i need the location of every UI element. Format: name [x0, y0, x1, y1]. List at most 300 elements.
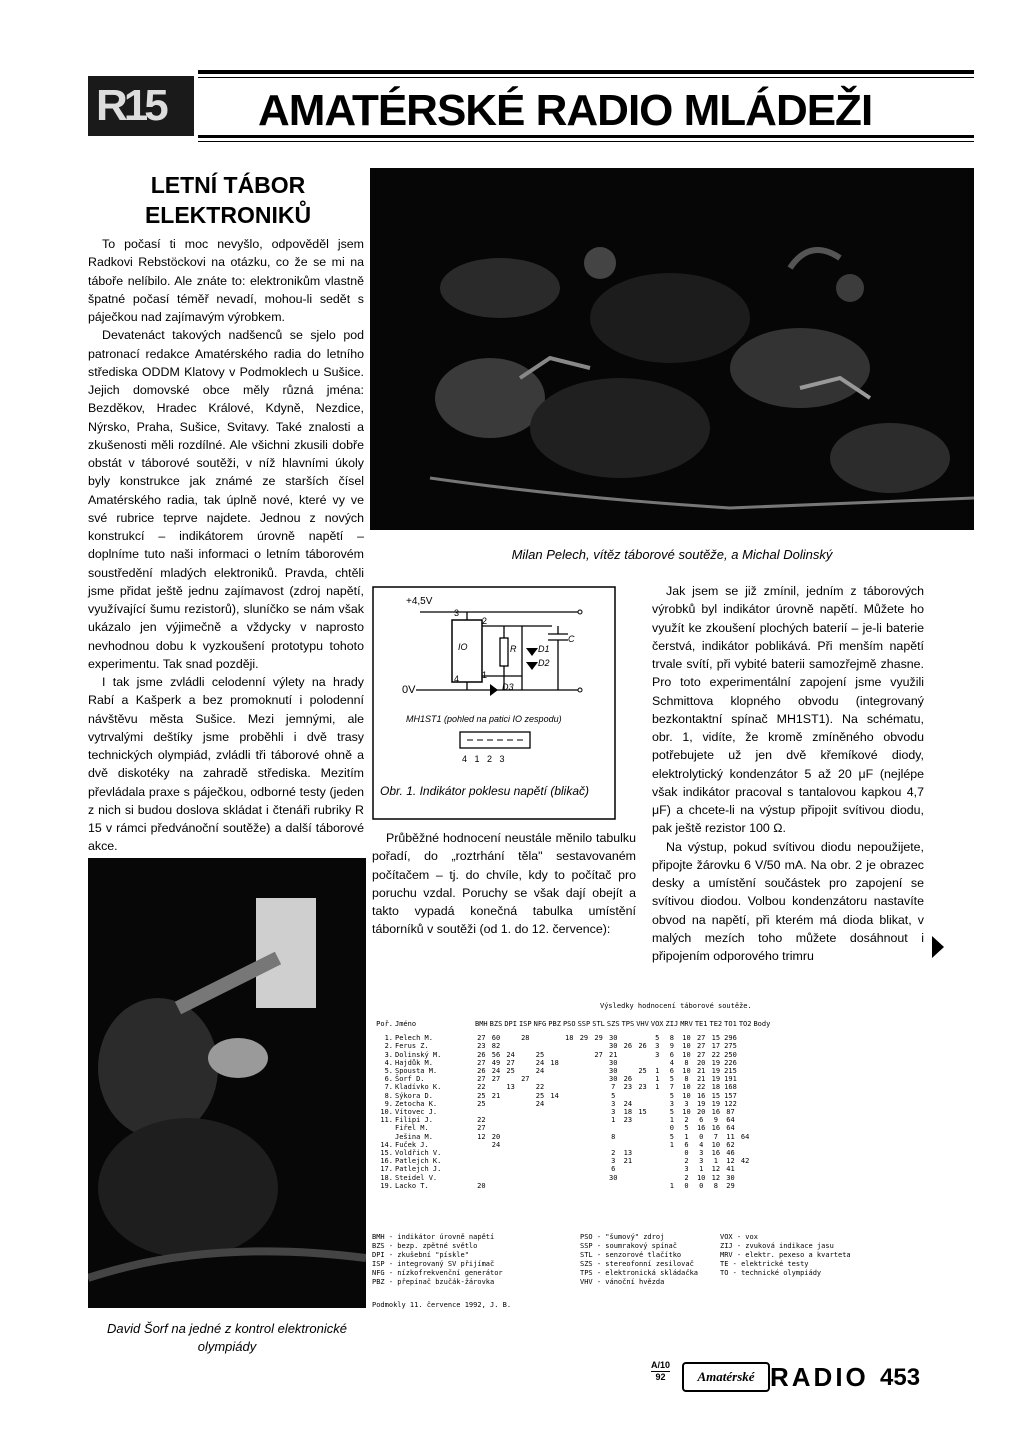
table-cell: 122 — [724, 1099, 737, 1108]
table-cell: Spousta M. — [395, 1067, 438, 1076]
paragraph: Průběžné hodnocení neustále měnilo tabulku pořadí, do „roztrhání těla" sestavovaném počítačem – tj. do chvíle, kdy to počítač pro poruchu vzdal. Poruchy se však dají obejít a takto vypadá konečná tabulka umístění táborníků v soutěži (od 1. do 12. července): — [372, 831, 636, 937]
table-cell — [577, 1116, 592, 1124]
table-cell: 1 — [669, 1116, 674, 1125]
table-cell: 0 — [669, 1124, 674, 1133]
table-cell — [489, 1100, 504, 1108]
table-cell — [591, 1141, 606, 1149]
table-cell: 3 — [655, 1042, 660, 1051]
r15-logo-text: R15 — [96, 81, 165, 130]
table-cell: Pelech M. — [395, 1034, 433, 1043]
table-cell — [577, 1092, 592, 1100]
table-cell — [650, 1092, 665, 1100]
table-cell: 87 — [726, 1108, 735, 1117]
table-row — [372, 1042, 771, 1050]
table-cell — [518, 1092, 533, 1100]
table-header-cell: TO2 — [738, 1020, 752, 1028]
table-cell: 12 — [477, 1132, 486, 1141]
table-cell — [503, 1075, 518, 1083]
table-cell — [474, 1141, 489, 1149]
table-cell — [562, 1059, 577, 1067]
table-cell: 1 — [669, 1181, 674, 1190]
table-cell: 22 — [711, 1050, 721, 1059]
left-column-text — [88, 235, 364, 856]
table-cell: Dolinský M. — [395, 1050, 442, 1059]
table-header-cell: BZS — [489, 1020, 503, 1028]
table-cell: 20 — [696, 1108, 706, 1117]
photo-olympiad-control-image — [88, 858, 366, 1308]
table-cell — [577, 1108, 592, 1116]
table-cell — [621, 1165, 636, 1173]
table-cell: 2 — [684, 1157, 689, 1166]
legend-item: TPS - elektronická skládačka — [580, 1269, 699, 1277]
table-cell — [562, 1157, 577, 1165]
table-row — [372, 1174, 771, 1182]
table-cell: 3. — [384, 1050, 393, 1059]
table-cell: 6 — [669, 1050, 674, 1059]
table-cell — [489, 1182, 504, 1190]
table-cell — [474, 1149, 489, 1157]
table-cell — [503, 1108, 518, 1116]
table-cell — [577, 1075, 592, 1083]
table-cell — [474, 1174, 489, 1182]
table-cell: 24 — [535, 1058, 545, 1067]
table-cell — [650, 1100, 665, 1108]
table-row — [372, 1149, 771, 1157]
table-cell: 8 — [611, 1132, 616, 1141]
table-cell: 8 — [713, 1181, 718, 1190]
table-cell — [547, 1034, 562, 1042]
table-cell — [650, 1116, 665, 1124]
table-cell — [533, 1133, 548, 1141]
table-cell: 15. — [380, 1149, 393, 1158]
table-cell: 3 — [684, 1165, 689, 1174]
table-cell — [577, 1174, 592, 1182]
table-cell — [591, 1157, 606, 1165]
legend-item: BZS - bezp. zpětné světlo — [372, 1242, 478, 1250]
table-cell: 12 — [711, 1173, 721, 1182]
table-cell: Fuček J. — [395, 1140, 429, 1149]
table-cell: 1 — [669, 1140, 674, 1149]
table-cell — [621, 1092, 636, 1100]
table-cell: 64 — [726, 1116, 735, 1125]
table-cell — [562, 1092, 577, 1100]
table-cell: 19 — [711, 1067, 721, 1076]
legend-item: NFG - nízkofrekvenční generátor — [372, 1269, 503, 1277]
table-cell — [533, 1075, 548, 1083]
photo1-caption: Milan Pelech, vítěz táborové soutěže, a Michal Dolinský — [511, 547, 833, 562]
table-cell: 25 — [506, 1067, 515, 1076]
table-cell — [489, 1108, 504, 1116]
table-cell — [562, 1051, 577, 1059]
table-cell — [577, 1157, 592, 1165]
table-cell — [577, 1165, 592, 1173]
legend-item: TE - elektrické testy — [720, 1260, 809, 1268]
table-cell: Voldřich V. — [395, 1149, 442, 1158]
table-header-cell: STL — [592, 1020, 605, 1028]
table-cell: 3 — [611, 1108, 616, 1117]
table-cell — [606, 1141, 621, 1149]
table-cell — [591, 1174, 606, 1182]
legend-item: BMH - indikátor úrovně napětí — [372, 1233, 495, 1241]
table-cell: 22 — [535, 1083, 545, 1092]
table-cell: 7 — [669, 1083, 674, 1092]
table-cell: 19 — [696, 1099, 706, 1108]
table-cell — [547, 1067, 562, 1075]
schematic-pin2: 2 — [482, 616, 488, 626]
table-cell — [518, 1059, 533, 1067]
table-cell: 0 — [684, 1149, 689, 1158]
table-cell: 226 — [724, 1058, 737, 1067]
table-cell: 27 — [594, 1050, 603, 1059]
table-cell — [650, 1182, 665, 1190]
table-cell: 21 — [609, 1050, 618, 1059]
table-cell: 10 — [711, 1140, 721, 1149]
table-header-cell: VHV — [636, 1020, 649, 1028]
table-cell: 7 — [611, 1083, 616, 1092]
table-cell — [650, 1157, 665, 1165]
table-cell: 5. — [384, 1067, 393, 1076]
table-cell: 3 — [611, 1099, 616, 1108]
table-cell: 5 — [655, 1034, 660, 1043]
table-cell — [591, 1133, 606, 1141]
table-cell — [635, 1051, 650, 1059]
table-cell: 10 — [682, 1083, 691, 1092]
table-cell: 5 — [611, 1091, 616, 1100]
table-cell: 26 — [623, 1075, 633, 1084]
table-cell: 30 — [609, 1173, 618, 1182]
table-cell — [562, 1141, 577, 1149]
table-cell — [533, 1174, 548, 1182]
table-cell — [577, 1133, 592, 1141]
table-cell: 5 — [684, 1124, 689, 1133]
table-cell — [533, 1108, 548, 1116]
table-cell: 13 — [623, 1149, 633, 1158]
table-cell: 24 — [506, 1050, 515, 1059]
table-header-cell: PSO — [562, 1020, 576, 1028]
table-cell — [474, 1165, 489, 1173]
table-cell — [650, 1141, 665, 1149]
table-cell: 3 — [699, 1157, 704, 1166]
table-cell: 21 — [696, 1075, 706, 1084]
table-cell — [533, 1149, 548, 1157]
table-cell — [533, 1124, 548, 1132]
table-cell: 27 — [506, 1058, 515, 1067]
table-cell: 16 — [696, 1091, 706, 1100]
table-cell: 3 — [669, 1099, 674, 1108]
table-cell: 30 — [609, 1058, 618, 1067]
table-cell: 64 — [726, 1124, 735, 1133]
table-cell: 6 — [699, 1116, 704, 1125]
table-cell — [562, 1182, 577, 1190]
table-cell — [591, 1075, 606, 1083]
table-header-cell: VOX — [650, 1020, 664, 1028]
table-cell — [621, 1124, 636, 1132]
table-cell: 27 — [477, 1034, 486, 1043]
table-cell: 21 — [491, 1091, 501, 1100]
legend-item: DPI - zkušební "pískle" — [372, 1251, 469, 1259]
legend-item: TO - technické olympiády — [720, 1269, 822, 1277]
table-cell: 23 — [477, 1042, 486, 1051]
table-cell — [650, 1133, 665, 1141]
table-header-cell: SSP — [577, 1020, 591, 1028]
table-cell: Patlejch K. — [395, 1157, 442, 1166]
table-cell — [635, 1075, 650, 1083]
table-cell: 8 — [684, 1075, 689, 1084]
table-cell — [577, 1059, 592, 1067]
table-row — [372, 1157, 771, 1165]
table-row — [372, 1075, 771, 1083]
legend-item: VOX - vox — [720, 1233, 758, 1241]
table-cell — [591, 1124, 606, 1132]
table-cell: 2. — [384, 1042, 393, 1051]
table-cell — [591, 1108, 606, 1116]
schematic-pin4: 4 — [454, 674, 460, 684]
place-date: Podmokly 11. července 1992, J. B. — [372, 1301, 512, 1309]
table-cell — [489, 1083, 504, 1091]
schematic-pin1: 1 — [482, 670, 488, 680]
table-cell: 15 — [638, 1108, 647, 1117]
table-header-cell: BMH — [475, 1020, 488, 1028]
table-cell: 25 — [535, 1091, 545, 1100]
table-cell — [562, 1042, 577, 1050]
schematic-d1-label: D1 — [538, 644, 550, 654]
table-cell: 8 — [684, 1058, 689, 1067]
table-cell: 168 — [724, 1083, 737, 1092]
table-cell: 29 — [579, 1034, 589, 1043]
legend-item: VHV - vánoční hvězda — [580, 1278, 665, 1286]
table-cell — [577, 1100, 592, 1108]
table-cell — [518, 1042, 533, 1050]
table-cell — [503, 1034, 518, 1042]
table-header-cell: PBZ — [548, 1020, 561, 1028]
table-cell — [591, 1149, 606, 1157]
table-cell: 49 — [491, 1058, 501, 1067]
table-cell — [621, 1051, 636, 1059]
table-cell — [518, 1051, 533, 1059]
table-cell: 26 — [623, 1042, 633, 1051]
table-cell — [503, 1182, 518, 1190]
table-cell — [635, 1165, 650, 1173]
table-cell — [518, 1149, 533, 1157]
table-cell — [650, 1059, 665, 1067]
table-cell: 2 — [684, 1116, 689, 1125]
table-header-cell: Body — [753, 1020, 771, 1028]
table-cell: 23 — [623, 1116, 633, 1125]
table-cell: 27 — [477, 1058, 486, 1067]
article-title-line2: ELEKTRONIKŮ — [144, 202, 312, 228]
table-cell — [591, 1059, 606, 1067]
r15-logo — [88, 76, 194, 136]
header-rule-top — [198, 70, 974, 74]
table-cell: 15 — [711, 1034, 721, 1043]
table-cell — [503, 1092, 518, 1100]
table-cell: Ferus Z. — [395, 1042, 429, 1051]
legend-column-1 — [372, 1233, 503, 1287]
table-cell: 9 — [669, 1042, 674, 1051]
table-cell: 29 — [594, 1034, 603, 1043]
table-cell — [621, 1067, 636, 1075]
table-cell: 56 — [491, 1050, 501, 1059]
table-cell — [489, 1149, 504, 1157]
table-cell: 5 — [669, 1132, 674, 1141]
schematic-pin3: 3 — [454, 608, 460, 618]
table-cell: 10. — [380, 1108, 393, 1117]
table-row — [372, 1100, 771, 1108]
table-cell — [562, 1174, 577, 1182]
schematic-ic-label: IO — [458, 642, 468, 652]
table-cell — [518, 1067, 533, 1075]
table-cell — [547, 1182, 562, 1190]
table-cell — [665, 1149, 680, 1157]
table-cell — [635, 1059, 650, 1067]
table-cell: Kladívko K. — [395, 1083, 442, 1092]
paragraph: I tak jsme zvládli celodenní výlety na hrady Rabí a Kašperk a bez promoknutí i polodenní návštěvu města Sušice. Mezi jemnými, ale vytrvalými deštíky jsme proběhli i dvě trasy technických olympiád, zvládli tři táborové ohně a dvě diskotéky na zahradě střediska. Mezitím převládala praxe s páječkou, odborné testy (jeden z nich si budou doslova skládat i čtenáři rubriky R 15 v rámci předvánoční soutěže) a další táborové akce. — [88, 675, 364, 854]
table-cell: Šorf D. — [395, 1075, 425, 1084]
table-cell — [635, 1116, 650, 1124]
table-cell: 30 — [726, 1173, 735, 1182]
legend-item: SZS - stereofonní zesilovač — [580, 1260, 694, 1268]
table-cell: 11 — [726, 1132, 735, 1141]
table-row — [372, 1083, 771, 1091]
table-cell: 10 — [682, 1108, 691, 1117]
table-header-row — [372, 1020, 771, 1034]
table-cell: 30 — [609, 1075, 618, 1084]
table-header-cell: Poř. — [376, 1020, 393, 1028]
table-header-cell: DPI — [504, 1020, 517, 1028]
table-cell — [547, 1165, 562, 1173]
table-cell: 6 — [669, 1067, 674, 1076]
table-cell: 1 — [655, 1083, 660, 1092]
table-cell: 10 — [696, 1173, 706, 1182]
table-cell — [650, 1174, 665, 1182]
table-cell — [635, 1182, 650, 1190]
table-cell — [533, 1157, 548, 1165]
results-table-title: Výsledky hodnocení táborové soutěže. — [600, 1002, 752, 1010]
paragraph: Jak jsem se již zmínil, jedním z táborových výrobků byl indikátor úrovně napětí. Můžete ho využít ke zkoušení plochých baterií – je-li baterie čerstvá, indikátor poblikává. Při menším napětí trvale svítí, při vybité baterii samozřejmě zhasne. Pro toto experimentální zapojení jsme využili Schmittova klopného obvodu (integrovaný bezkontaktní spínač MH1ST1). Na schématu, obr. 1, vidíte, že kromě zmíněného obvodu potřebujete už jen dvě křemíkové diody, elektrolytický kondenzátor 5 až 20 μF (nejlépe však indikátor pracoval s tantalovou kapkou 4,7 μF) a chcete-li na výstup připojit svítivou diodu, pak ještě rezistor 100 Ω. — [652, 584, 924, 836]
table-cell — [547, 1174, 562, 1182]
table-cell: 24 — [491, 1140, 501, 1149]
table-header-cell: TE1 — [694, 1020, 708, 1028]
photo-olympiad-control — [88, 858, 366, 1308]
table-cell — [547, 1149, 562, 1157]
table-cell: 5 — [669, 1108, 674, 1117]
table-cell — [547, 1051, 562, 1059]
table-cell — [562, 1067, 577, 1075]
table-cell: 10 — [682, 1042, 691, 1051]
table-cell — [547, 1116, 562, 1124]
table-cell — [518, 1100, 533, 1108]
table-cell: 3 — [611, 1157, 616, 1166]
table-cell — [591, 1067, 606, 1075]
table-header-cell: TO1 — [724, 1020, 737, 1028]
table-cell — [547, 1100, 562, 1108]
table-cell — [489, 1116, 504, 1124]
photo2-caption-line1: David Šorf na jedné z kontrol elektronické — [107, 1321, 347, 1336]
table-cell: 27 — [491, 1075, 501, 1084]
table-cell: 17. — [380, 1165, 393, 1174]
legend-item: ISP - integrovaný SV přijímač — [372, 1260, 495, 1268]
table-cell: 4 — [699, 1140, 704, 1149]
legend-item: PSO - "šumový" zdroj — [580, 1233, 665, 1241]
table-cell — [372, 1124, 394, 1132]
table-cell: 3 — [655, 1050, 660, 1059]
table-cell: 0 — [684, 1181, 689, 1190]
photo-camp-participants — [370, 168, 974, 530]
table-cell: 62 — [726, 1140, 735, 1149]
table-cell — [591, 1083, 606, 1091]
table-cell — [562, 1100, 577, 1108]
table-cell — [635, 1034, 650, 1042]
table-cell: 26 — [638, 1042, 647, 1051]
table-row — [372, 1108, 771, 1116]
table-cell: 29 — [726, 1181, 735, 1190]
table-cell: 19. — [380, 1181, 393, 1190]
table-row — [372, 1182, 771, 1190]
table-cell: 275 — [724, 1042, 737, 1051]
table-cell: 9. — [384, 1099, 393, 1108]
table-cell — [562, 1149, 577, 1157]
issue-bottom: 92 — [655, 1372, 666, 1382]
table-header-cell: NFG — [533, 1020, 547, 1028]
table-cell: 16. — [380, 1157, 393, 1166]
photo-camp-participants-image — [370, 168, 974, 530]
table-row — [372, 1034, 771, 1042]
table-cell: 1 — [713, 1157, 718, 1166]
table-cell — [503, 1149, 518, 1157]
table-cell — [503, 1042, 518, 1050]
table-cell: 28 — [521, 1034, 530, 1043]
table-cell: 1 — [611, 1116, 616, 1125]
table-cell — [577, 1141, 592, 1149]
legend-item: SSP - soumrakový spínač — [580, 1242, 677, 1250]
table-cell: 157 — [724, 1091, 737, 1100]
table-cell — [562, 1108, 577, 1116]
table-cell — [503, 1116, 518, 1124]
table-cell: 42 — [740, 1157, 750, 1166]
table-cell — [474, 1108, 489, 1116]
table-cell: 25 — [638, 1067, 647, 1076]
table-cell — [547, 1124, 562, 1132]
table-cell — [591, 1165, 606, 1173]
table-cell: 215 — [724, 1067, 737, 1076]
header-rule-bottom-thin — [198, 141, 974, 142]
table-cell: 19 — [711, 1075, 721, 1084]
table-cell — [650, 1165, 665, 1173]
table-cell — [503, 1165, 518, 1173]
table-row — [372, 1124, 771, 1132]
table-cell: 191 — [724, 1075, 737, 1084]
table-row — [372, 1141, 771, 1149]
magazine-logo-radio: RADIO — [770, 1362, 869, 1392]
table-cell: 6 — [611, 1165, 616, 1174]
table-cell: 12 — [711, 1165, 721, 1174]
table-cell: Lacko T. — [395, 1181, 429, 1190]
table-cell: 60 — [491, 1034, 501, 1043]
table-cell: 23 — [623, 1083, 633, 1092]
schematic-vzero: 0V — [402, 684, 416, 696]
photo2-caption — [88, 1320, 366, 1356]
table-cell: 25 — [477, 1091, 486, 1100]
table-cell: 30 — [609, 1034, 618, 1043]
table-cell: Vítovec J. — [395, 1108, 438, 1117]
table-cell — [635, 1157, 650, 1165]
table-cell: 8. — [384, 1091, 393, 1100]
table-cell — [518, 1083, 533, 1091]
table-cell: 6. — [384, 1075, 393, 1084]
schematic-r-label: R — [510, 644, 517, 654]
table-cell: 20 — [491, 1132, 501, 1141]
table-cell: 3 — [684, 1099, 689, 1108]
